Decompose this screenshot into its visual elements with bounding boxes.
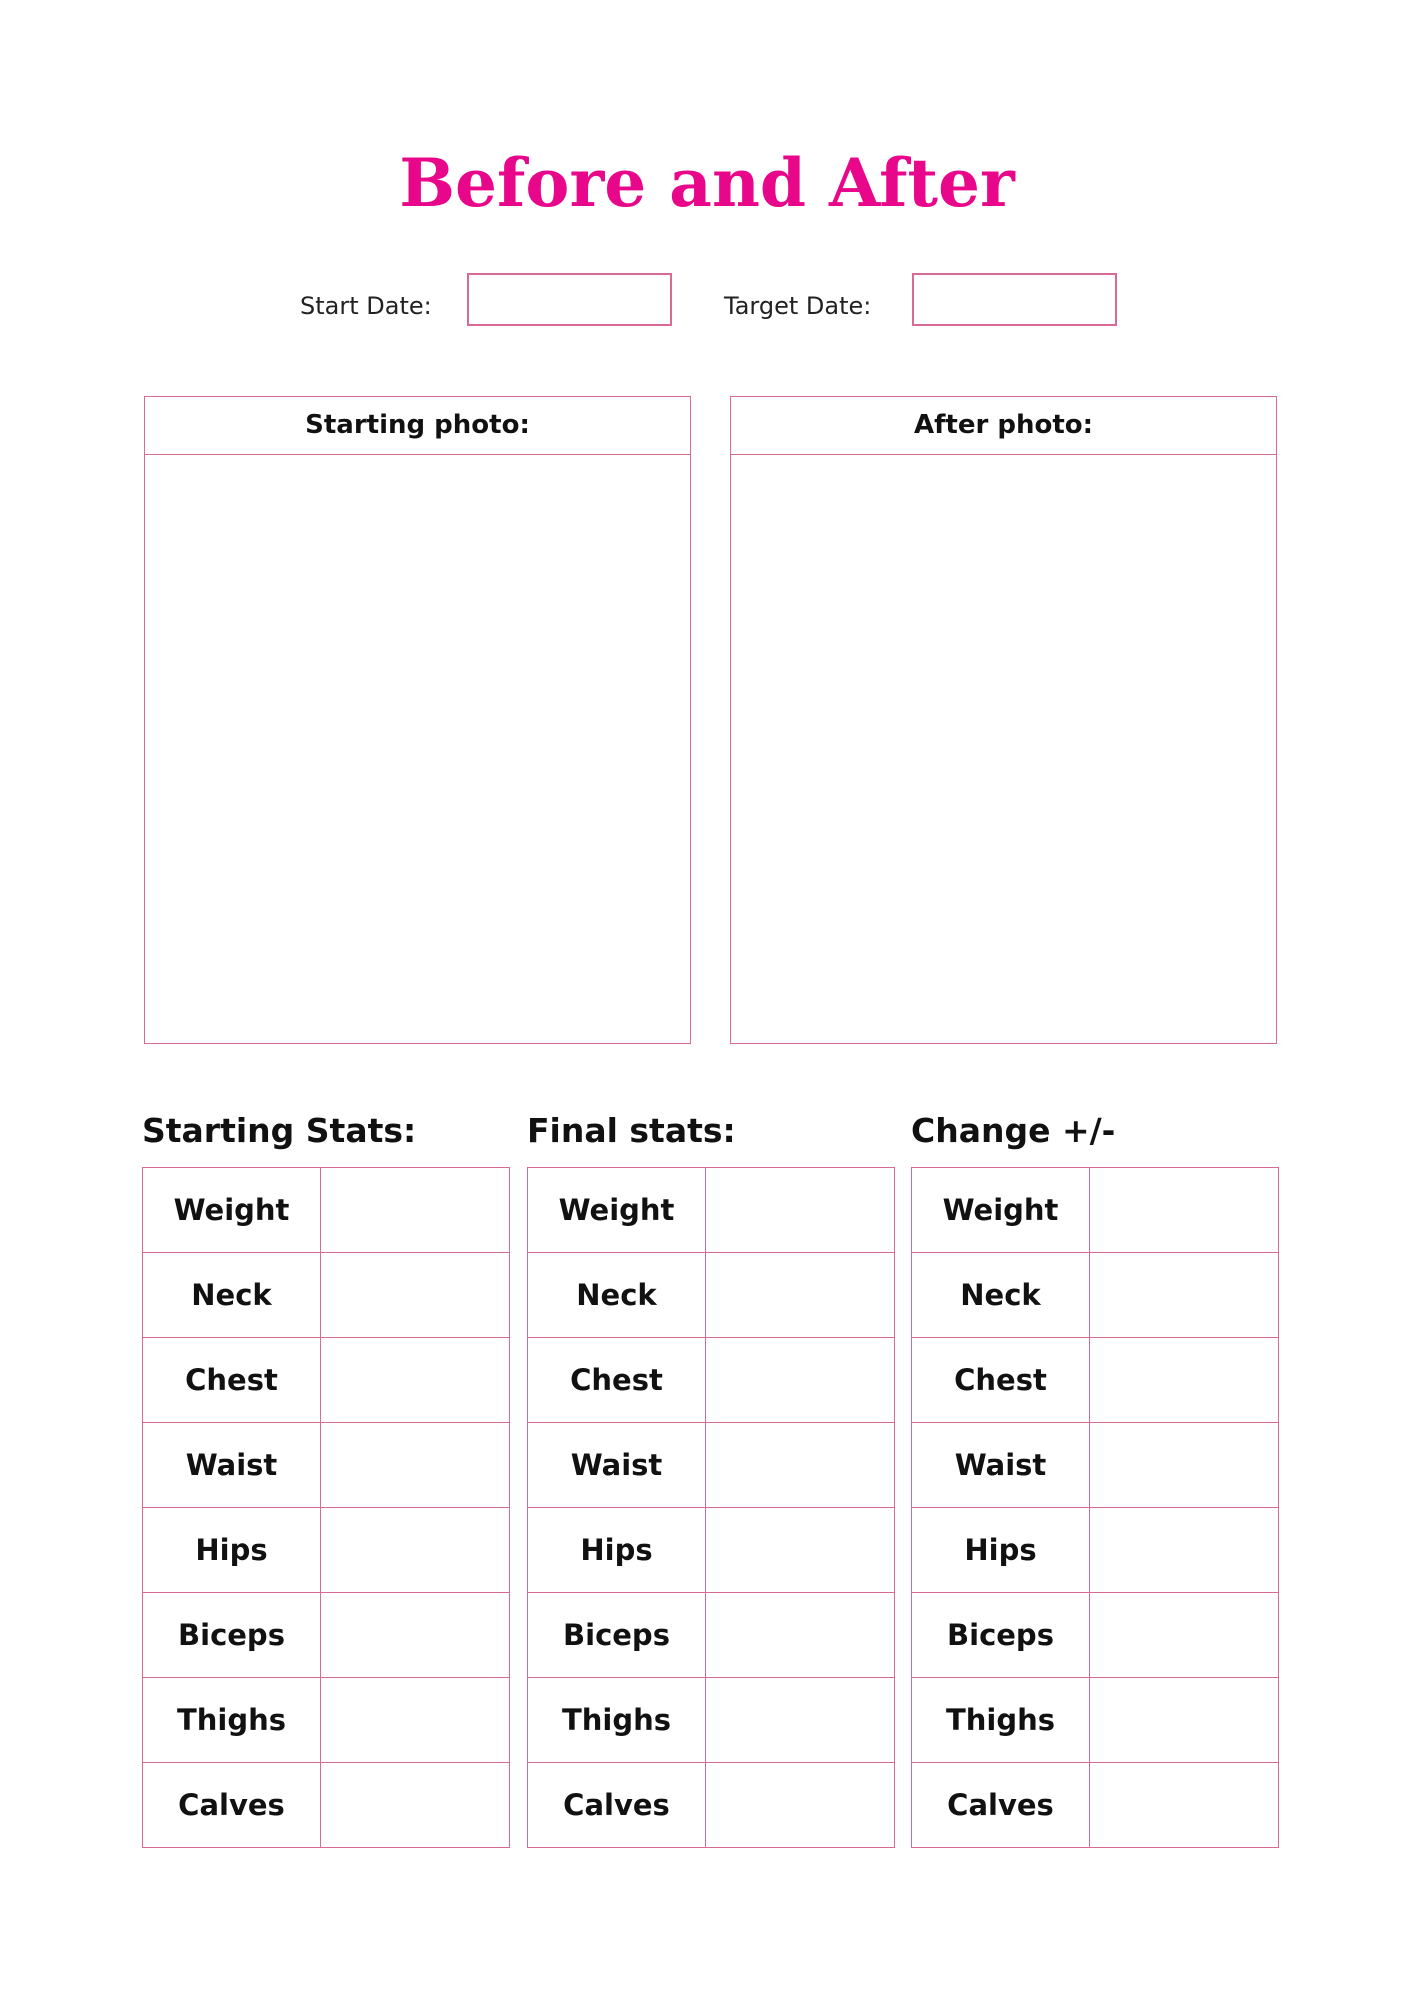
stat-value-chest[interactable] [321, 1338, 510, 1423]
stats-row-hips [143, 1508, 510, 1593]
stat-value-neck[interactable] [706, 1253, 895, 1338]
stat-value-waist[interactable] [321, 1423, 510, 1508]
stat-value-waist[interactable] [706, 1423, 895, 1508]
stat-label-thighs: Thighs [143, 1678, 321, 1763]
stat-label-thighs: Thighs [528, 1678, 706, 1763]
stat-value-chest[interactable] [706, 1338, 895, 1423]
stat-label-waist: Waist [912, 1423, 1090, 1508]
stat-label-weight: Weight [143, 1168, 321, 1253]
starting-photo-label: Starting photo: [145, 397, 690, 455]
stat-label-neck: Neck [143, 1253, 321, 1338]
stat-value-calves[interactable] [321, 1763, 510, 1848]
stat-label-weight: Weight [912, 1168, 1090, 1253]
stat-label-biceps: Biceps [912, 1593, 1090, 1678]
stats-row-weight [912, 1168, 1279, 1253]
stat-label-chest: Chest [528, 1338, 706, 1423]
stat-label-waist: Waist [528, 1423, 706, 1508]
stats-row-thighs [912, 1678, 1279, 1763]
stats-row-thighs [528, 1678, 895, 1763]
stats-row-biceps [528, 1593, 895, 1678]
stat-label-weight: Weight [528, 1168, 706, 1253]
stat-label-calves: Calves [912, 1763, 1090, 1848]
stats-row-calves [912, 1763, 1279, 1848]
stat-label-thighs: Thighs [912, 1678, 1090, 1763]
stat-label-biceps: Biceps [528, 1593, 706, 1678]
stats-row-waist [143, 1423, 510, 1508]
stat-label-hips: Hips [528, 1508, 706, 1593]
stat-label-calves: Calves [143, 1763, 321, 1848]
target-date-field[interactable] [912, 273, 1117, 326]
stat-value-weight[interactable] [706, 1168, 895, 1253]
stat-value-thighs[interactable] [321, 1678, 510, 1763]
start-date-label: Start Date: [300, 292, 432, 320]
change-stats-table [911, 1167, 1279, 1848]
stats-row-biceps [912, 1593, 1279, 1678]
stats-row-neck [912, 1253, 1279, 1338]
stat-value-neck[interactable] [1090, 1253, 1279, 1338]
stat-value-neck[interactable] [321, 1253, 510, 1338]
stat-label-chest: Chest [143, 1338, 321, 1423]
stat-value-hips[interactable] [321, 1508, 510, 1593]
starting-stats-table [142, 1167, 510, 1848]
stat-value-hips[interactable] [1090, 1508, 1279, 1593]
stats-row-hips [912, 1508, 1279, 1593]
stat-value-waist[interactable] [1090, 1423, 1279, 1508]
stats-row-chest [143, 1338, 510, 1423]
stats-row-neck [528, 1253, 895, 1338]
change-stats-title: Change +/- [911, 1111, 1116, 1150]
final-stats-title: Final stats: [527, 1111, 736, 1150]
start-date-field[interactable] [467, 273, 672, 326]
stats-row-biceps [143, 1593, 510, 1678]
stats-row-hips [528, 1508, 895, 1593]
after-photo-panel[interactable] [730, 396, 1277, 1044]
final-stats-table [527, 1167, 895, 1848]
stats-row-thighs [143, 1678, 510, 1763]
stat-label-chest: Chest [912, 1338, 1090, 1423]
stat-label-neck: Neck [528, 1253, 706, 1338]
stat-value-weight[interactable] [321, 1168, 510, 1253]
stat-value-hips[interactable] [706, 1508, 895, 1593]
stat-label-hips: Hips [912, 1508, 1090, 1593]
after-photo-label: After photo: [731, 397, 1276, 455]
stat-value-chest[interactable] [1090, 1338, 1279, 1423]
stats-row-chest [912, 1338, 1279, 1423]
stat-label-neck: Neck [912, 1253, 1090, 1338]
stats-row-calves [528, 1763, 895, 1848]
stat-label-biceps: Biceps [143, 1593, 321, 1678]
page-title: Before and After [399, 144, 1015, 222]
stats-row-waist [528, 1423, 895, 1508]
starting-stats-title: Starting Stats: [142, 1111, 417, 1150]
stat-label-waist: Waist [143, 1423, 321, 1508]
stat-value-thighs[interactable] [706, 1678, 895, 1763]
stat-label-hips: Hips [143, 1508, 321, 1593]
stat-value-thighs[interactable] [1090, 1678, 1279, 1763]
stat-label-calves: Calves [528, 1763, 706, 1848]
target-date-label: Target Date: [724, 292, 872, 320]
stats-row-calves [143, 1763, 510, 1848]
starting-photo-panel[interactable] [144, 396, 691, 1044]
stat-value-biceps[interactable] [706, 1593, 895, 1678]
stats-row-waist [912, 1423, 1279, 1508]
stat-value-calves[interactable] [1090, 1763, 1279, 1848]
stats-row-chest [528, 1338, 895, 1423]
stats-row-neck [143, 1253, 510, 1338]
stat-value-biceps[interactable] [1090, 1593, 1279, 1678]
stat-value-calves[interactable] [706, 1763, 895, 1848]
stats-row-weight [528, 1168, 895, 1253]
stat-value-biceps[interactable] [321, 1593, 510, 1678]
stat-value-weight[interactable] [1090, 1168, 1279, 1253]
stats-row-weight [143, 1168, 510, 1253]
